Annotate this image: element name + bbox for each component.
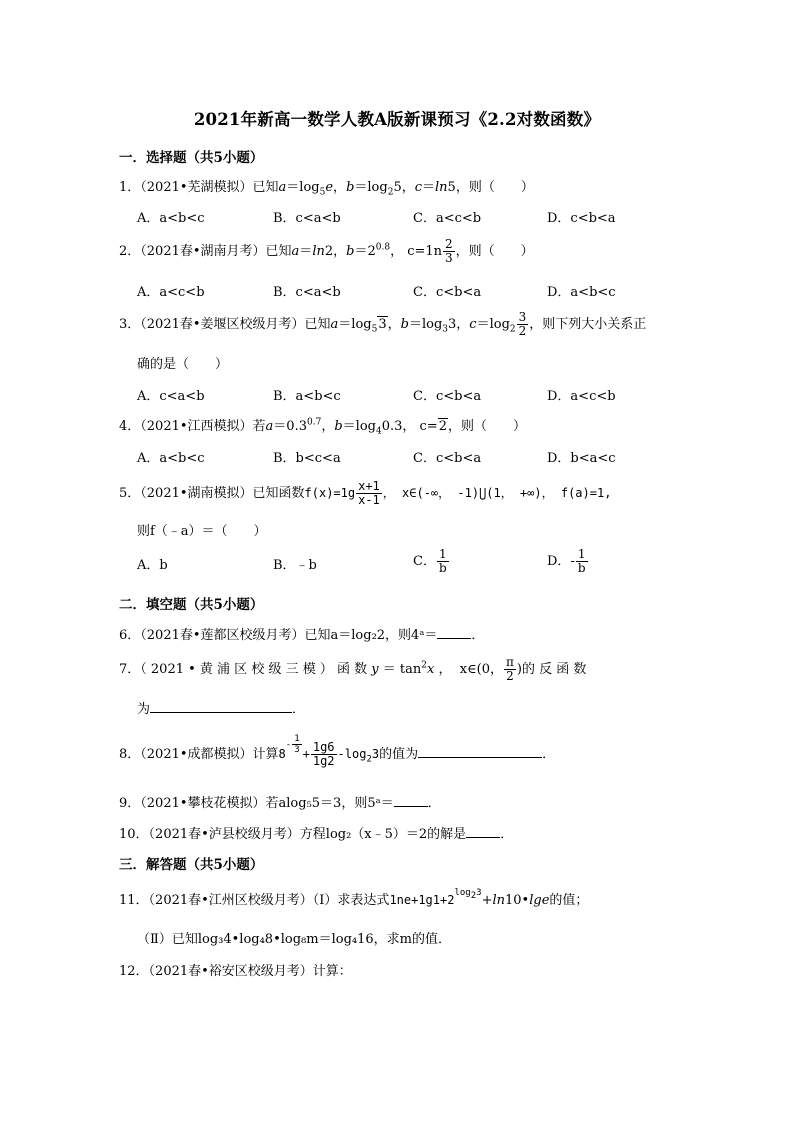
question-5-line2: 则f（﹣a）＝（ ） — [137, 524, 267, 539]
question-2: 2．（2021春•湖南月考）已知a＝ln2，$b=2^{0.8}$， c=1n $\frac{2}{3}$ ，则（ ） — [119, 237, 534, 265]
question-5: 5．（2021•湖南模拟）已知函数f(x)=1g $\frac{x+1}{x-1}$ ， x∈(-∞， -1)⋃(1， +∞)， f(a)=1, — [119, 479, 612, 507]
question-1: 1．（2021•芜湖模拟）已知$a=\log_5e$，$b=\log_25$，c＝ln5，则（ ） — [119, 180, 534, 198]
q5-option-d[interactable]: D．- $\frac{1}{b}$ — [547, 547, 586, 575]
q1-option-c[interactable]: C．a<c<b — [413, 211, 482, 226]
question-3: 3．（2021春•姜堰区校级月考）已知$a=\log_53$，$b=\log_33$，$c=\log_2$ $\frac{3}{2}$ ，则下列大小关系正 — [119, 310, 647, 338]
question-7: 7．（ 2021 • 黄 浦 区 校 级 三 模 ） 函 数 $y = \tan^2x$ ， x∈(0， $\frac{\pi}{2}$ )的 反 函 数 — [119, 655, 587, 683]
q3-option-d[interactable]: D．a<c<b — [547, 389, 616, 404]
question-3-line2: 确的是（ ） — [137, 357, 229, 372]
question-6: 6．（2021春•莲都区校级月考）已知a＝log₂2，则4ᵃ＝ ． — [119, 628, 485, 643]
q3-option-a[interactable]: A．c<a<b — [137, 389, 205, 404]
q2-option-c[interactable]: C．c<b<a — [413, 285, 482, 300]
answer-blank[interactable] — [150, 700, 292, 713]
q3-option-c[interactable]: C．c<b<a — [413, 389, 482, 404]
q4-option-c[interactable]: C．c<b<a — [413, 451, 482, 466]
question-2-options — [0, 281, 794, 301]
question-12: 12．（2021春•裕安区校级月考）计算： — [119, 964, 352, 979]
q2-option-b[interactable]: B．c<a<b — [273, 285, 341, 300]
section-solution: 三．解答题（共5小题） — [119, 857, 264, 873]
answer-blank[interactable] — [466, 825, 500, 838]
q5-option-a[interactable]: A．b — [137, 558, 168, 573]
answer-blank[interactable] — [418, 745, 542, 758]
question-4-options — [0, 447, 794, 467]
q4-option-a[interactable]: A．a<b<c — [137, 451, 205, 466]
q1-option-d[interactable]: D．c<b<a — [547, 211, 616, 226]
question-9: 9．（2021•攀枝花模拟）若alog₅5＝3，则5ᵃ＝ ． — [119, 796, 441, 811]
question-3-options — [0, 385, 794, 405]
q3-option-b[interactable]: B．a<b<c — [273, 389, 341, 404]
q1-option-b[interactable]: B．c<a<b — [273, 211, 341, 226]
q4-option-d[interactable]: D．b<a<c — [547, 451, 616, 466]
section-fill-in: 二．填空题（共5小题） — [119, 597, 264, 613]
question-8: 8．（2021•成都模拟）计算$8^{- \frac{1}{3}}$ + $\frac{1g6}{1g2}$ $-\log_23$的值为 ． — [119, 734, 556, 768]
q5-option-b[interactable]: B．﹣b — [273, 558, 317, 573]
question-11: 11．（2021春•江州区校级月考）（Ⅰ）求表达式$1ne+1g1+2^{log_23}+\ln 10•\lg e$的值； — [119, 888, 589, 908]
q1-option-a[interactable]: A．a<b<c — [137, 211, 205, 226]
section-multiple-choice: 一．选择题（共5小题） — [119, 150, 264, 166]
answer-blank[interactable] — [437, 626, 471, 639]
page-title: 2021年新高一数学人教A版新课预习《2.2对数函数》 — [193, 110, 601, 129]
q2-option-d[interactable]: D．a<b<c — [547, 285, 616, 300]
question-11-part2: （Ⅱ）已知log₃4•log₄8•log₈m＝log₄16，求m的值． — [137, 932, 451, 947]
q4-option-b[interactable]: B．b<c<a — [273, 451, 341, 466]
question-10: 10．（2021春•泸县校级月考）方程log₂（x﹣5）＝2的解是 ． — [119, 827, 514, 842]
answer-blank[interactable] — [394, 794, 428, 807]
question-5-options — [0, 548, 794, 584]
q5-option-c[interactable]: C． $\frac{1}{b}$ — [413, 547, 447, 575]
q2-option-a[interactable]: A．a<c<b — [137, 285, 205, 300]
question-1-options — [0, 207, 794, 227]
question-7-line2: 为 ． — [137, 702, 306, 717]
question-4: 4．（2021•江西模拟）若$a=0.3^{0.7}$，$b=\log_40.3$， c=2，则（ ） — [119, 417, 526, 437]
